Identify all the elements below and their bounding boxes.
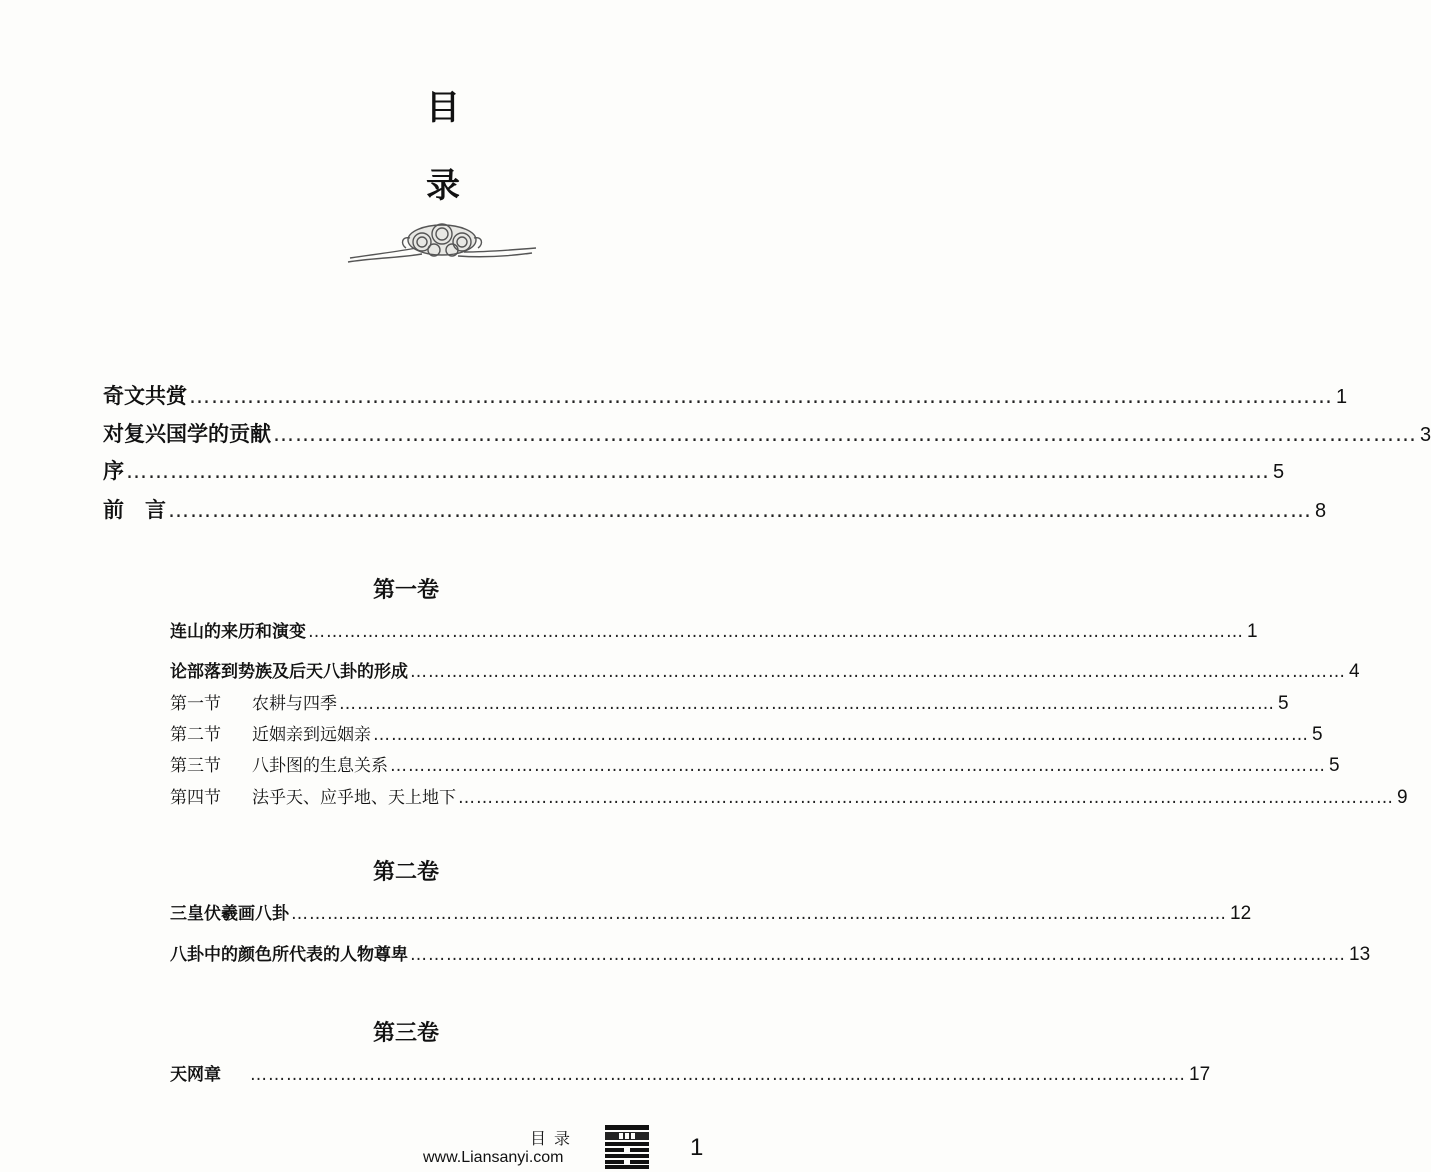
page-title-char-1: 目 bbox=[426, 88, 460, 128]
toc-entry-chapter[interactable] bbox=[170, 899, 1252, 925]
toc-entry-front-1[interactable] bbox=[103, 380, 1348, 410]
leader-dots: ………………………………………………………………………………………………………………………………………… bbox=[339, 694, 1275, 714]
toc-entry-label: 三皇伏羲画八卦 bbox=[170, 904, 289, 924]
toc-entry-label: 奇文共赏 bbox=[103, 384, 187, 408]
toc-entry-section[interactable] bbox=[170, 689, 1289, 715]
toc-entry-chapter[interactable] bbox=[170, 1060, 1211, 1086]
toc-entry-section[interactable] bbox=[170, 751, 1340, 777]
section-number: 第四节 bbox=[170, 788, 221, 808]
section-number: 第三节 bbox=[170, 756, 221, 776]
volume-title-3: 第三卷 bbox=[372, 1021, 439, 1046]
leader-dots: ………………………………………………………………………………………………………………………………………… bbox=[458, 788, 1394, 808]
footer-section-label: 目录 bbox=[530, 1129, 579, 1148]
leader-dots: ………………………………………………………………………………………………………………………………………… bbox=[291, 904, 1227, 924]
toc-entry-page: 5 bbox=[1273, 461, 1285, 483]
toc-entry-page: 4 bbox=[1349, 661, 1360, 682]
volume-title-2: 第二卷 bbox=[372, 860, 439, 885]
toc-entry-front-4[interactable] bbox=[103, 494, 1327, 524]
leader-dots: ………………………………………………………………………………………………………………………………………… bbox=[250, 1065, 1186, 1085]
toc-entry-label: 序 bbox=[103, 459, 124, 483]
toc-entry-label: 对复兴国学的贡献 bbox=[103, 422, 271, 446]
toc-entry-chapter[interactable] bbox=[170, 617, 1258, 643]
toc-entry-front-3[interactable] bbox=[103, 455, 1285, 485]
page-title-char-2: 录 bbox=[426, 166, 460, 206]
toc-entry-page: 13 bbox=[1349, 944, 1371, 965]
toc-entry-label: 天网章 bbox=[170, 1065, 238, 1085]
toc-entry-label: 前 言 bbox=[103, 498, 166, 522]
toc-entry-label: 论部落到势族及后天八卦的形成 bbox=[170, 662, 408, 682]
toc-entry-label: 连山的来历和演变 bbox=[170, 622, 306, 642]
leader-dots: ………………………………………………………………………………………………………………………………………… bbox=[410, 662, 1346, 682]
leader-dots: ………………………………………………………………………………………………………………………………………… bbox=[273, 422, 1417, 446]
toc-entry-page: 5 bbox=[1329, 755, 1340, 776]
toc-entry-label: 八卦中的颜色所代表的人物尊卑 bbox=[170, 945, 408, 965]
toc-entry-front-2[interactable] bbox=[103, 418, 1431, 448]
toc-entry-page: 5 bbox=[1312, 724, 1323, 745]
toc-entry-page: 8 bbox=[1315, 500, 1327, 522]
leader-dots: ………………………………………………………………………………………………………………………………………… bbox=[126, 459, 1270, 483]
footer-page-number: 1 bbox=[690, 1134, 704, 1161]
cloud-ornament-icon bbox=[346, 218, 538, 270]
leader-dots: ………………………………………………………………………………………………………………………………………… bbox=[308, 622, 1244, 642]
toc-entry-page: 3 bbox=[1420, 424, 1431, 446]
leader-dots: ………………………………………………………………………………………………………………………………………… bbox=[189, 384, 1333, 408]
toc-entry-label: 八卦图的生息关系 bbox=[252, 756, 388, 776]
leader-dots: ………………………………………………………………………………………………………………………………………… bbox=[168, 498, 1312, 522]
toc-entry-label: 法乎天、应乎地、天上地下 bbox=[252, 788, 456, 808]
toc-entry-page: 1 bbox=[1247, 621, 1258, 642]
toc-entry-page: 17 bbox=[1189, 1064, 1211, 1085]
section-number: 第一节 bbox=[170, 694, 221, 714]
leader-dots: ………………………………………………………………………………………………………………………………………… bbox=[373, 725, 1309, 745]
section-number: 第二节 bbox=[170, 725, 221, 745]
toc-entry-section[interactable] bbox=[170, 783, 1408, 809]
toc-entry-label: 近姻亲到远姻亲 bbox=[252, 725, 371, 745]
toc-entry-chapter[interactable] bbox=[170, 657, 1360, 683]
toc-entry-page: 12 bbox=[1230, 903, 1252, 924]
footer-url[interactable]: www.Liansanyi.com bbox=[423, 1149, 564, 1166]
toc-entry-page: 5 bbox=[1278, 693, 1289, 714]
toc-entry-chapter[interactable] bbox=[170, 940, 1371, 966]
toc-entry-section[interactable] bbox=[170, 720, 1323, 746]
toc-entry-page: 9 bbox=[1397, 787, 1408, 808]
toc-entry-page: 1 bbox=[1336, 386, 1348, 408]
leader-dots: ………………………………………………………………………………………………………………………………………… bbox=[410, 945, 1346, 965]
leader-dots: ………………………………………………………………………………………………………………………………………… bbox=[390, 756, 1326, 776]
volume-title-1: 第一卷 bbox=[372, 578, 439, 603]
trigram-icon bbox=[601, 1123, 653, 1169]
toc-entry-label: 农耕与四季 bbox=[252, 694, 337, 714]
